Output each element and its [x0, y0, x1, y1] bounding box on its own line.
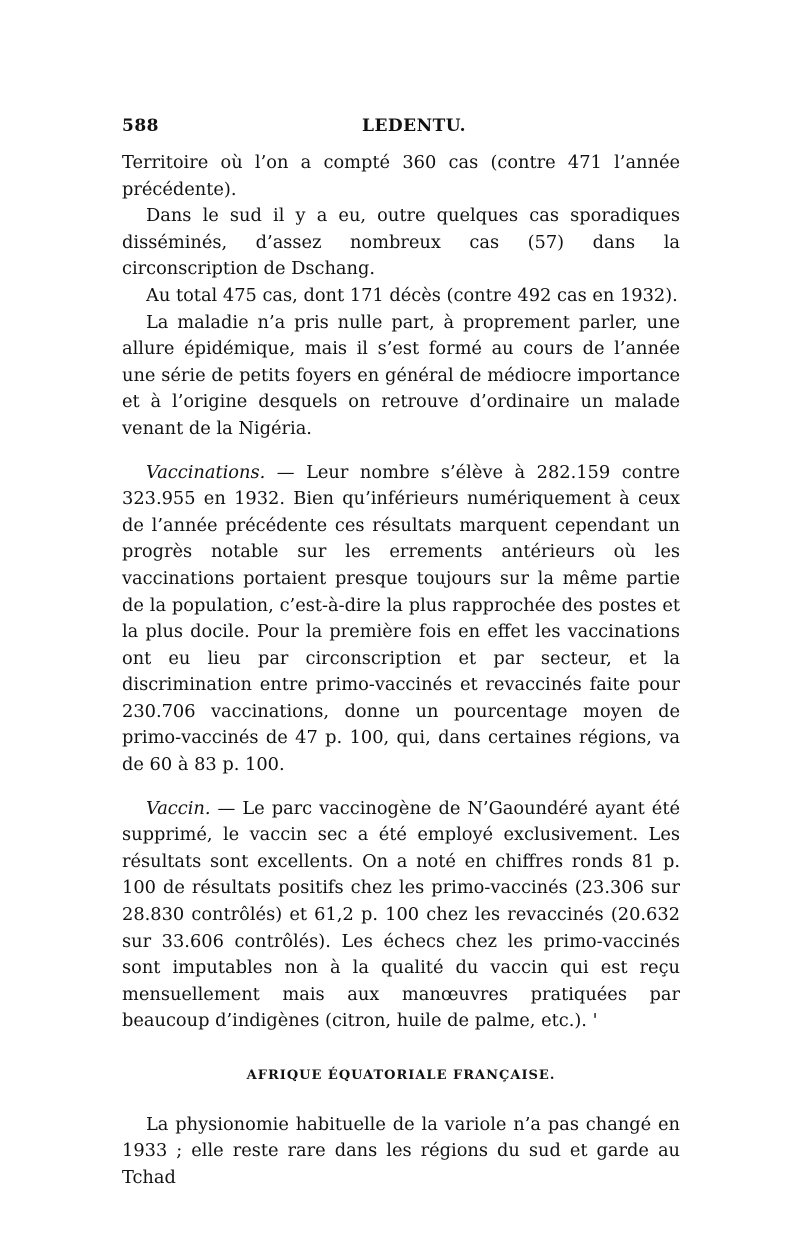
paragraph-total: Au total 475 cas, dont 171 décès (contre 492 cas en 1932). [146, 284, 678, 306]
paragraph-sud: Dans le sud il y a eu, outre quelques cas sporadiques disséminés, d’assez nombreux cas (57) dans la circonscription de Dschang. [122, 205, 680, 280]
paragraph-vaccinations [122, 460, 680, 779]
paragraph-physionomie: La physionomie habituelle de la variole n’a pas changé en 1933 ; elle reste rare dans les régions du sud et garde au Tchad [122, 1113, 680, 1188]
running-title: LEDENTU. [362, 116, 466, 136]
paragraph-vaccin [122, 796, 680, 1035]
vaccin-text: — Le parc vaccinogène de N’Gaoundéré ayant été supprimé, le vaccin sec a été employé exclusivement. Les résultats sont excellents. On a noté en chiffres ronds 81 p. 100 de résultats positifs chez les primo-vaccinés (23.306 sur 28.830 contrôlés) et 61,2 p. 100 chez les revaccinés (20.632 sur 33.606 contrôlés). Les échecs chez les primo-vaccinés sont imputables non à la qualité du vaccin qui est reçu mensuellement mais aux manœuvres pratiquées par beaucoup d’indigènes (citron, huile de palme, etc.). ' [122, 797, 680, 1032]
body-text [122, 150, 680, 1191]
page-header [122, 116, 680, 146]
vaccin-label: Vaccin. [146, 797, 211, 819]
paragraph-maladie: La maladie n’a pris nulle part, à proprement parler, une allure épidémique, mais il s’est formé au cours de l’année une série de petits foyers en général de médiocre importance et à l’origine desquels on retrouve d’ordinaire un malade venant de la Nigéria. [122, 311, 680, 439]
vaccinations-label: Vaccinations. [146, 461, 266, 483]
paragraph-territoire: Territoire où l’on a compté 360 cas (contre 471 l’année précédente). [122, 152, 680, 200]
vaccinations-text: — Leur nombre s’élève à 282.159 contre 323.955 en 1932. Bien qu’inférieurs numériquement à ceux de l’année précédente ces résultats marquent cependant un progrès notable sur les errements antérieurs où les vaccinations portaient presque toujours sur la même partie de la population, c’est-à-dire la plus rapprochée des postes et la plus docile. Pour la première fois en effet les vaccinations ont eu lieu par circonscription et par secteur, et la discrimination entre primo-vaccinés et revaccinés faite pour 230.706 vaccinations, donne un pourcentage moyen de primo-vaccinés de 47 p. 100, qui, dans certaines régions, va de 60 à 83 p. 100. [122, 461, 680, 776]
page-number: 588 [122, 116, 159, 136]
section-title: AFRIQUE ÉQUATORIALE FRANÇAISE. [246, 1068, 556, 1083]
